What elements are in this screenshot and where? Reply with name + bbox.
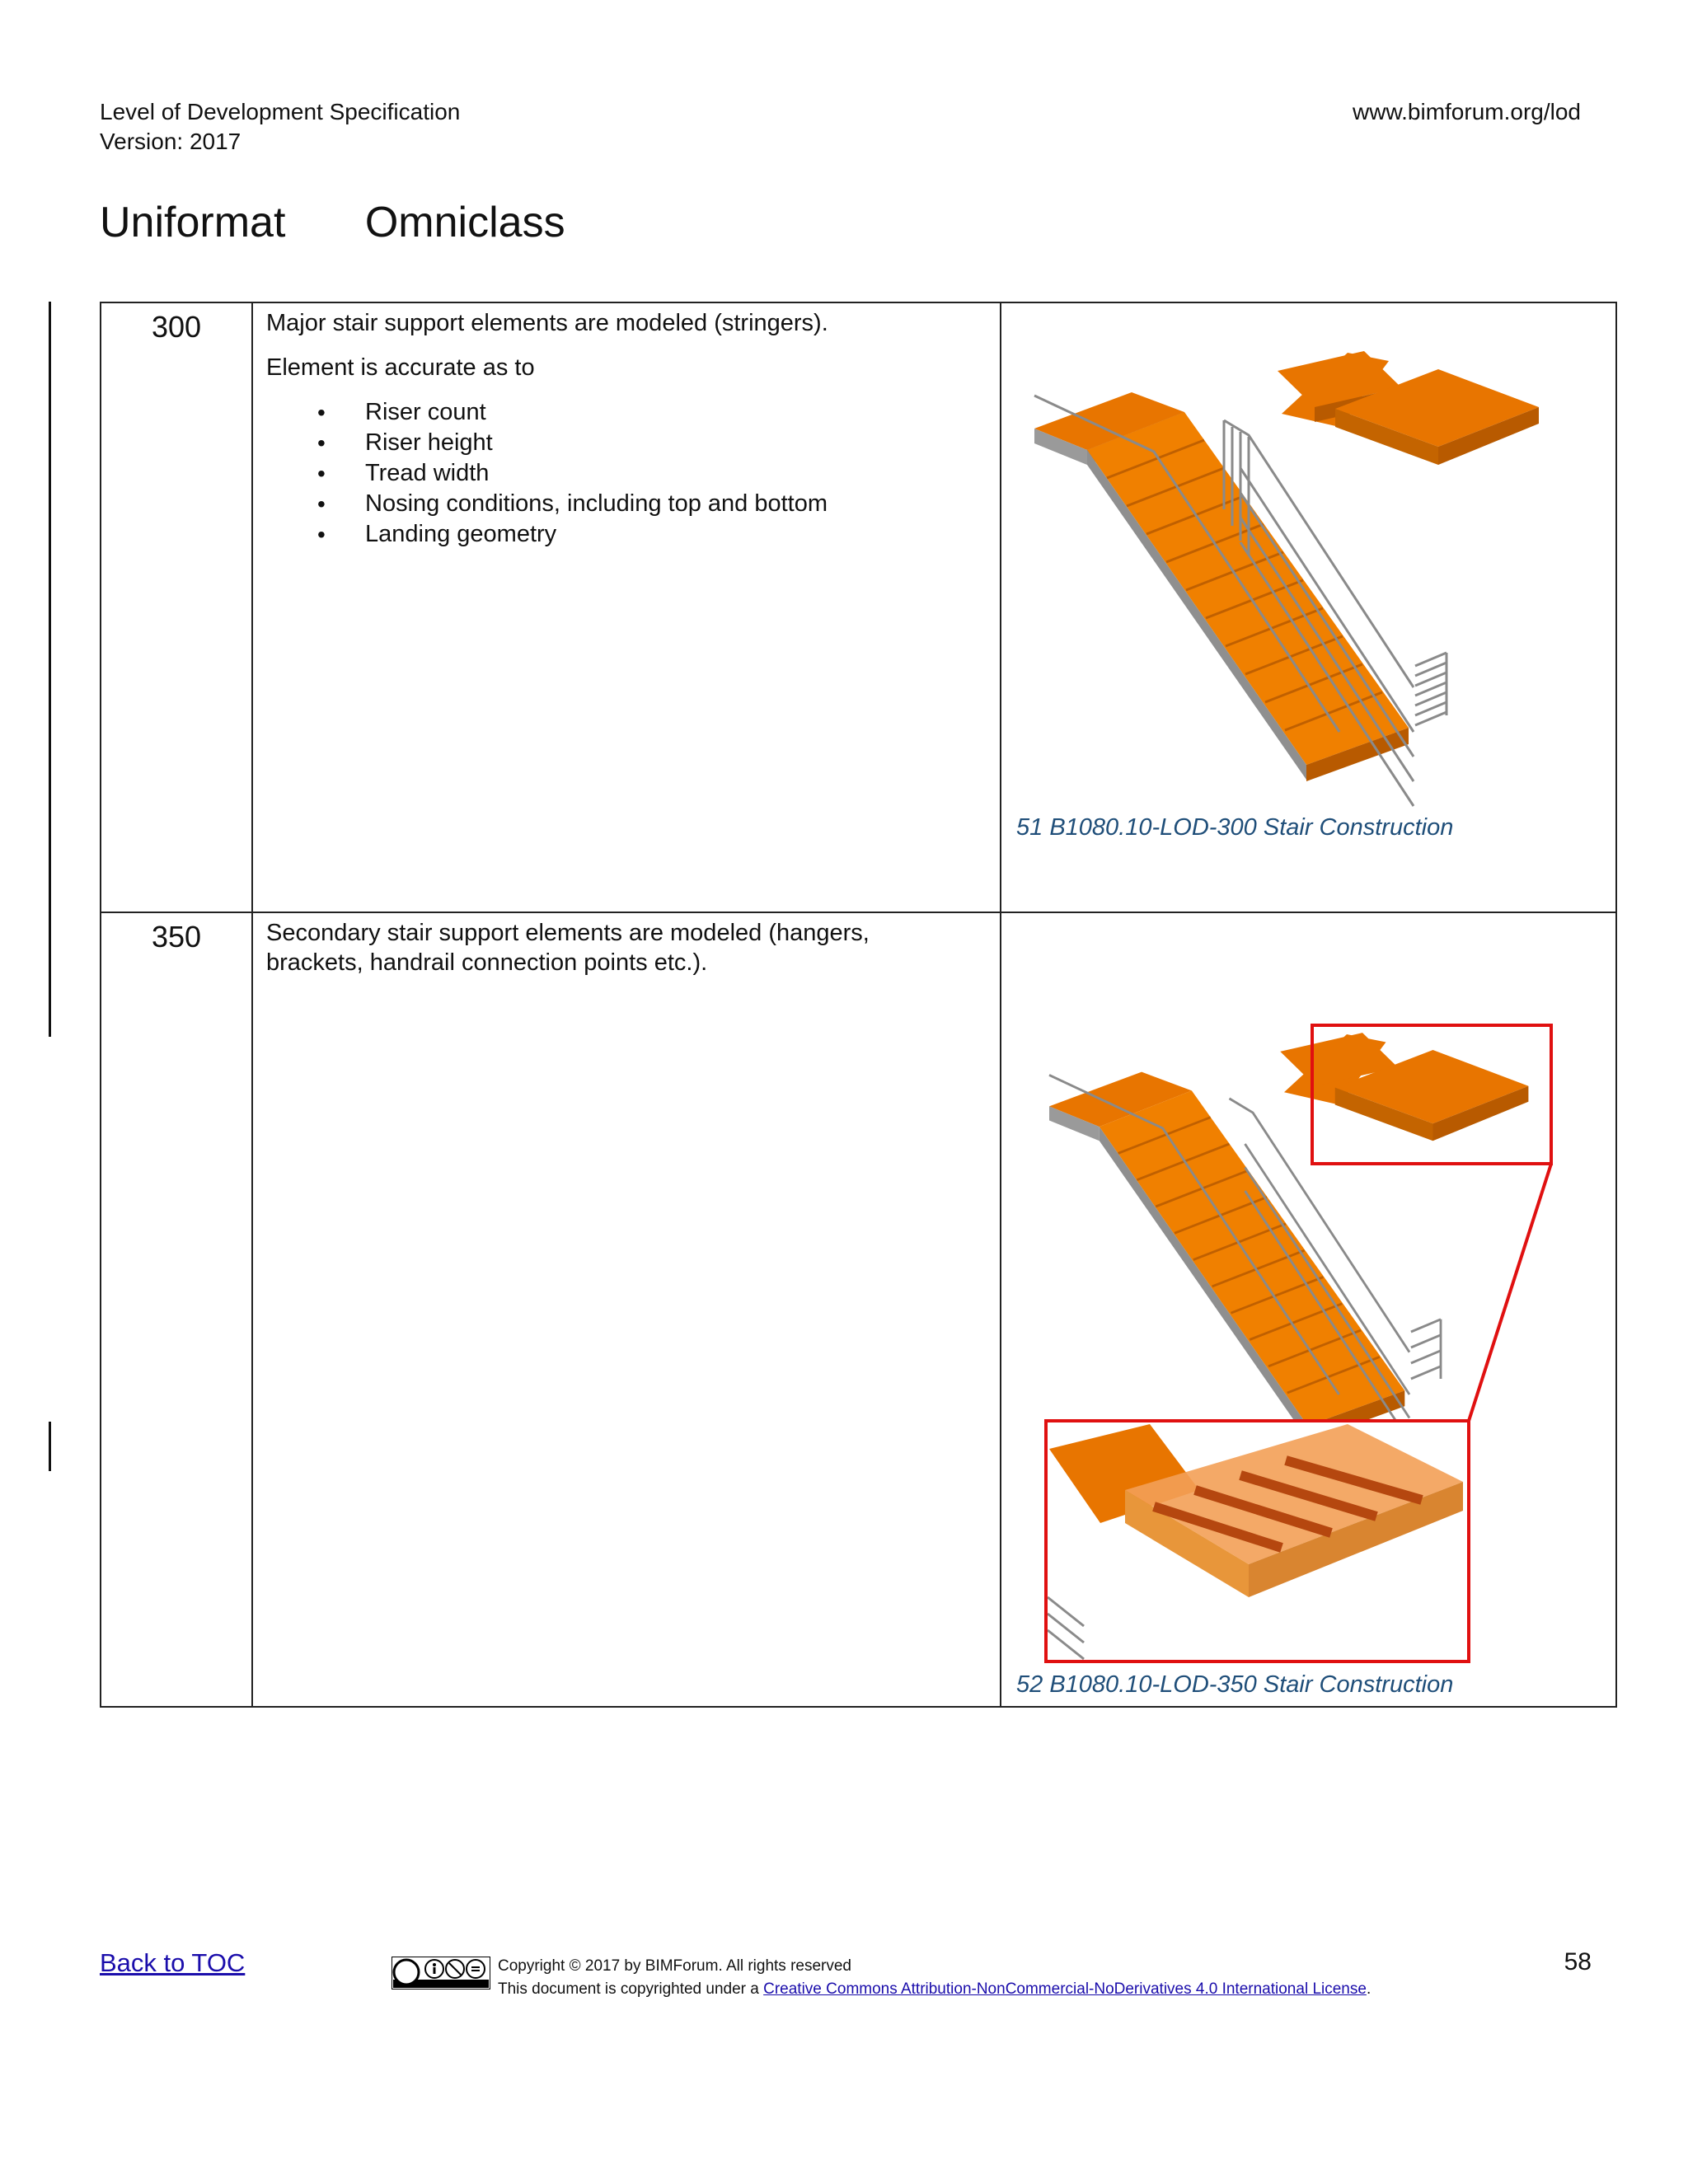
lod-cell [101, 302, 252, 912]
landing-detail-zoom [1046, 1421, 1469, 1661]
lod-number: 350 [151, 920, 202, 954]
figure-caption: 51 B1080.10-LOD-300 Stair Construction [1016, 814, 1454, 841]
license-link[interactable]: Creative Commons Attribution-NonCommercial-NoDerivatives 4.0 International License [763, 1980, 1367, 1998]
license-suffix: . [1366, 1980, 1372, 1998]
lod-table [100, 302, 1617, 1708]
section-title [100, 196, 565, 249]
lod-cell [101, 912, 252, 1707]
license-line [498, 1978, 1371, 2001]
copyright-text: Copyright © 2017 by BIMForum. All rights reserved [498, 1957, 852, 1975]
list-item: • Nosing conditions, including top and bottom [266, 489, 987, 519]
cc-license-badge-icon [392, 1957, 490, 1990]
table-row [101, 912, 1616, 1707]
figure-caption: 52 B1080.10-LOD-350 Stair Construction [1016, 1671, 1454, 1698]
description-text: Secondary stair support elements are modeled (hangers, [266, 920, 870, 946]
description-cell [252, 912, 1001, 1707]
header-website: www.bimforum.org/lod [1353, 99, 1581, 124]
description-text: Major stair support elements are modeled (stringers). [266, 310, 828, 336]
lod-number: 300 [151, 310, 202, 344]
uniformat-label: Uniformat [100, 199, 286, 246]
bullet-list [266, 397, 987, 550]
list-item: • Riser count [266, 397, 987, 428]
image-cell [1001, 302, 1616, 912]
license-prefix: This document is copyrighted under a [498, 1980, 764, 1998]
change-bar [49, 1422, 51, 1471]
copyright-block [498, 1955, 1371, 2001]
doc-title: Level of Development Specification [100, 99, 461, 124]
description-subheading: Element is accurate as to [266, 354, 535, 381]
doc-version: Version: 2017 [100, 129, 241, 154]
description-text: brackets, handrail connection points etc.). [266, 949, 708, 976]
stair-lod350-figure [1001, 913, 1615, 1708]
table-row [101, 302, 1616, 912]
list-item: • Riser height [266, 428, 987, 458]
back-to-toc-link[interactable]: Back to TOC [100, 1948, 246, 1977]
list-item: • Landing geometry [266, 519, 987, 550]
header-left [100, 97, 460, 157]
image-cell [1001, 912, 1616, 1707]
omniclass-label: Omniclass [364, 199, 565, 246]
change-bar [49, 302, 51, 1037]
description-cell [252, 302, 1001, 912]
page-number: 58 [1564, 1948, 1592, 1975]
list-item: • Tread width [266, 458, 987, 489]
